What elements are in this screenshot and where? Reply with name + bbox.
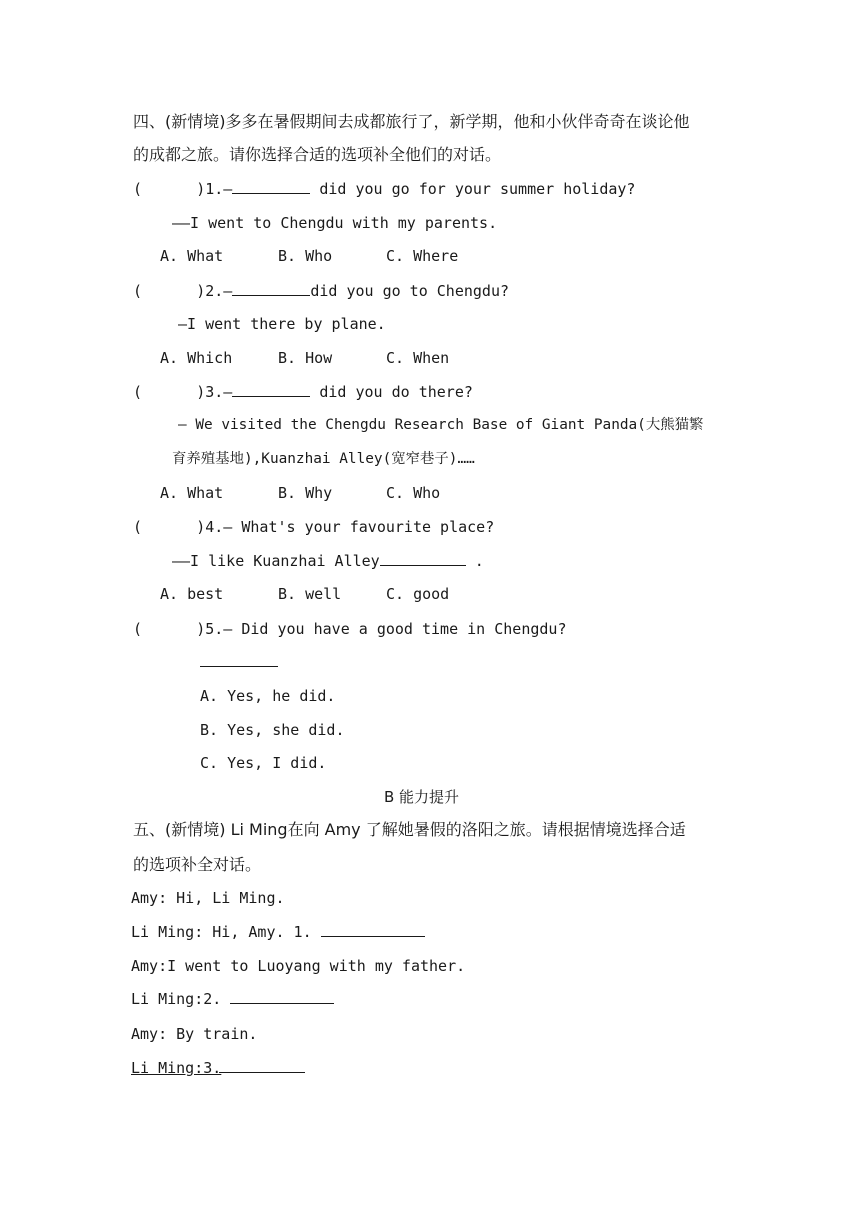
question-4-answer-pre: ——I like Kuanzhai Alley xyxy=(172,552,380,570)
dialog-line-4 xyxy=(131,989,334,1009)
question-3-prompt-post: did you do there? xyxy=(310,383,473,401)
option-c: C. Where xyxy=(386,247,459,265)
option-a: A. best xyxy=(160,585,224,603)
section4-intro-line2: 的成都之旅。请你选择合适的选项补全他们的对话。 xyxy=(133,145,502,164)
answer-paren[interactable]: ( ) xyxy=(133,180,206,198)
question-3-blank[interactable] xyxy=(232,382,310,397)
dialog-blank-3[interactable] xyxy=(219,1058,305,1073)
answer-paren[interactable]: ( ) xyxy=(133,518,206,536)
section5-intro-line2: 的选项补全对话。 xyxy=(133,855,262,874)
section5-intro-line1: 五、(新情境) Li Ming在向 Amy 了解她暑假的洛阳之旅。请根据情境选择合适 xyxy=(133,820,686,839)
dialog-line-2 xyxy=(131,922,425,942)
dialog-line-4-text: Li Ming:2. xyxy=(131,990,231,1008)
question-4-answer-post: . xyxy=(465,552,484,570)
question-3-prompt-pre: 3.— xyxy=(205,383,233,401)
option-a: A. Yes, he did. xyxy=(200,687,336,705)
option-b: B. Yes, she did. xyxy=(200,721,345,739)
question-3-options xyxy=(160,483,440,503)
question-2-prompt-pre: 2.— xyxy=(205,282,233,300)
option-a: A. Which xyxy=(160,349,233,367)
option-c: C. When xyxy=(386,349,450,367)
answer-paren[interactable]: ( ) xyxy=(133,383,206,401)
question-5-blank[interactable] xyxy=(200,652,278,667)
option-a: A. What xyxy=(160,247,224,265)
question-5 xyxy=(133,619,566,639)
question-1-answer: ——I went to Chengdu with my parents. xyxy=(172,214,498,232)
question-2 xyxy=(133,281,509,301)
dialog-line-2-text: Li Ming: Hi, Amy. 1. xyxy=(131,923,321,941)
question-3-answer-line2: 育养殖基地),Kuanzhai Alley(宽窄巷子)…… xyxy=(172,451,475,467)
question-2-prompt-post: did you go to Chengdu? xyxy=(310,282,510,300)
dialog-line-6 xyxy=(131,1058,305,1078)
option-b: B. Why xyxy=(278,484,333,502)
section4-intro-line1: 四、(新情境)多多在暑假期间去成都旅行了，新学期，他和小伙伴奇奇在谈论他 xyxy=(133,112,690,131)
option-b: B. well xyxy=(278,585,342,603)
question-4 xyxy=(133,517,494,537)
question-4-prompt: 4.— What's your favourite place? xyxy=(205,518,495,536)
option-a: A. What xyxy=(160,484,224,502)
question-2-blank[interactable] xyxy=(232,281,310,296)
dialog-line-5: Amy: By train. xyxy=(131,1025,258,1043)
option-c: C. Who xyxy=(386,484,441,502)
question-4-options xyxy=(160,584,449,604)
question-1-prompt-post: did you go for your summer holiday? xyxy=(310,180,636,198)
dialog-line-1: Amy: Hi, Li Ming. xyxy=(131,889,285,907)
dialog-line-6-text: Li Ming:3. xyxy=(131,1059,222,1077)
question-5-answer-blank[interactable] xyxy=(200,652,278,672)
question-5-prompt: 5.— Did you have a good time in Chengdu? xyxy=(205,620,567,638)
question-3-answer-line1: — We visited the Chengdu Research Base of Giant Panda(大熊猫繁 xyxy=(178,417,704,433)
answer-paren[interactable]: ( ) xyxy=(133,282,206,300)
section-b-title: B 能力提升 xyxy=(384,788,460,806)
option-b: B. How xyxy=(278,349,333,367)
question-1-blank[interactable] xyxy=(232,179,310,194)
dialog-blank-1[interactable] xyxy=(321,922,425,937)
question-1-options xyxy=(160,246,458,266)
question-4-blank[interactable] xyxy=(380,551,466,566)
question-1 xyxy=(133,179,635,199)
question-2-answer: —I went there by plane. xyxy=(178,315,386,333)
answer-paren[interactable]: ( ) xyxy=(133,620,206,638)
question-2-options xyxy=(160,348,449,368)
question-3 xyxy=(133,382,473,402)
dialog-line-3: Amy:I went to Luoyang with my father. xyxy=(131,957,466,975)
question-4-answer xyxy=(172,551,484,571)
option-b: B. Who xyxy=(278,247,333,265)
option-c: C. good xyxy=(386,585,450,603)
option-c: C. Yes, I did. xyxy=(200,754,327,772)
question-1-prompt-pre: 1.— xyxy=(205,180,233,198)
dialog-blank-2[interactable] xyxy=(230,989,334,1004)
